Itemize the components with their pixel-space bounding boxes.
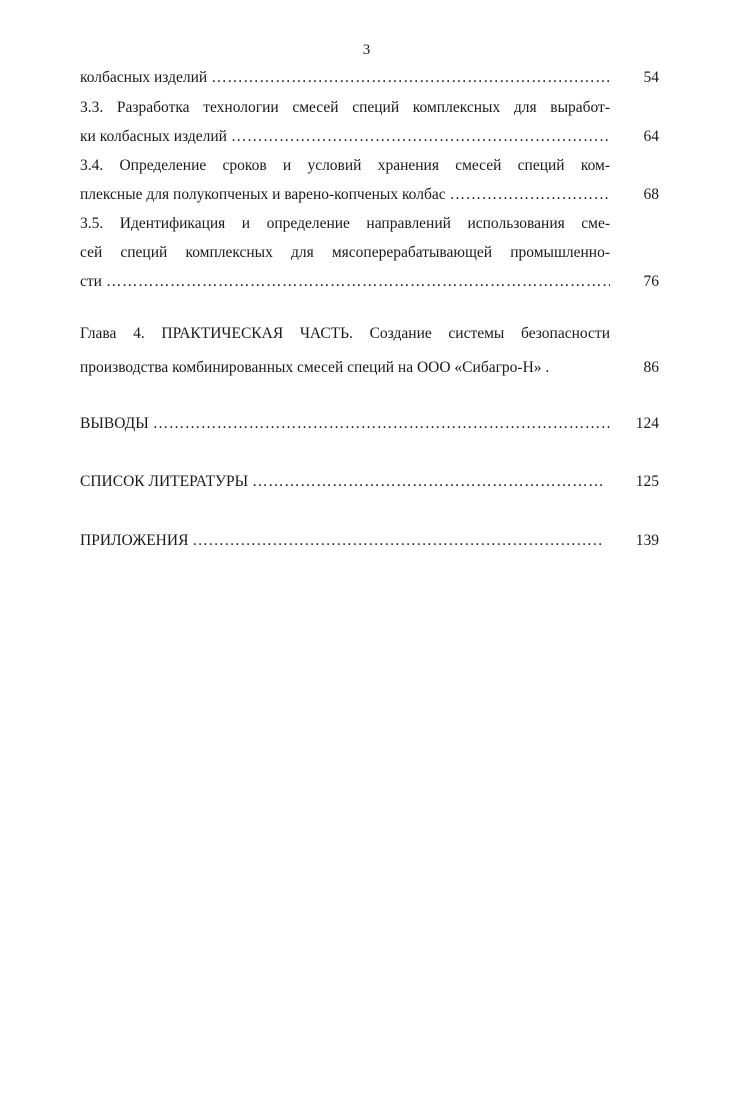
toc-page-number: 125 bbox=[635, 473, 659, 490]
toc-page-number: 64 bbox=[643, 128, 659, 145]
toc-page-number: 54 bbox=[643, 69, 659, 86]
dot-leader bbox=[106, 272, 610, 292]
dot-leader bbox=[153, 414, 610, 434]
dot-leader bbox=[211, 68, 610, 88]
toc-page-number: 139 bbox=[635, 532, 659, 549]
dot-leader bbox=[231, 127, 610, 147]
toc-line: Глава 4. ПРАКТИЧЕСКАЯ ЧАСТЬ. Создание системы безопасности bbox=[80, 325, 610, 342]
toc-line bbox=[80, 272, 610, 292]
dot-leader bbox=[192, 531, 602, 551]
toc-line: сей специй комплексных для мясоперерабатывающей промышленно- bbox=[80, 244, 610, 261]
toc-line: производства комбинированных смесей специй на ООО «Сибагро-Н» . bbox=[80, 359, 550, 376]
toc-entry-text: сти bbox=[80, 273, 102, 290]
toc-page-number: 124 bbox=[635, 415, 659, 432]
toc-entry-text: СПИСОК ЛИТЕРАТУРЫ bbox=[80, 473, 249, 490]
toc-line bbox=[80, 414, 610, 434]
toc-line bbox=[80, 127, 610, 147]
toc-line bbox=[80, 472, 602, 492]
toc-line: 3.4. Определение сроков и условий хранения смесей специй ком- bbox=[80, 157, 610, 174]
dot-leader bbox=[252, 472, 602, 492]
toc-entry-text: колбасных изделий bbox=[80, 69, 208, 86]
toc-line: 3.5. Идентификация и определение направлений использования сме- bbox=[80, 215, 610, 232]
page-number: 3 bbox=[362, 42, 371, 58]
toc-line bbox=[80, 68, 610, 88]
toc-page-number: 86 bbox=[643, 359, 659, 376]
toc-entry-text: плексные для полукопченых и варено-копченых колбас bbox=[80, 186, 446, 203]
toc-entry-text: ки колбасных изделий bbox=[80, 128, 227, 145]
toc-page-number: 68 bbox=[643, 186, 659, 203]
toc-line: 3.3. Разработка технологии смесей специй комплексных для выработ- bbox=[80, 99, 610, 116]
toc-page-number: 76 bbox=[643, 273, 659, 290]
dot-leader bbox=[450, 185, 610, 205]
toc-entry-text: ВЫВОДЫ bbox=[80, 415, 149, 432]
toc-line bbox=[80, 531, 602, 551]
toc-line bbox=[80, 185, 610, 205]
toc-entry-text: ПРИЛОЖЕНИЯ bbox=[80, 532, 189, 549]
